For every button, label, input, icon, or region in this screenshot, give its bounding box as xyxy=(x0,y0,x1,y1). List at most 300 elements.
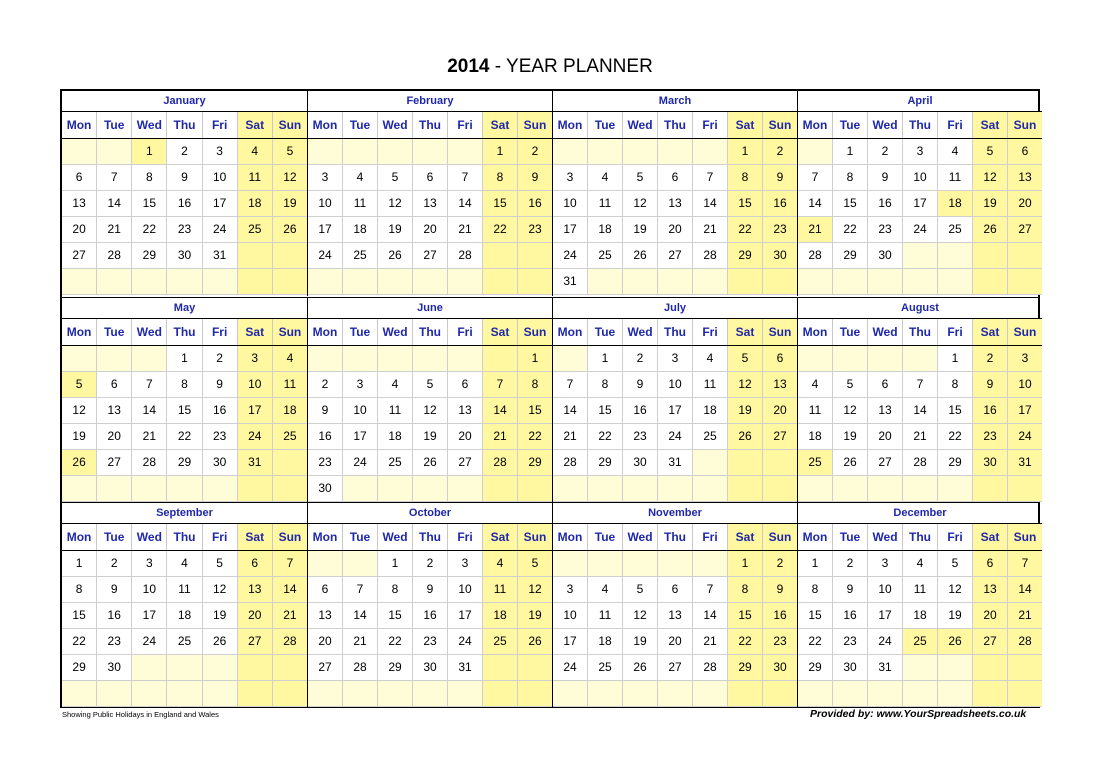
empty-day-cell xyxy=(727,681,762,707)
week-row xyxy=(308,139,552,165)
empty-day-cell xyxy=(762,476,797,502)
week-row xyxy=(308,577,552,603)
day-header: Sun xyxy=(1007,319,1042,345)
day-cell: 13 xyxy=(96,398,131,424)
day-cell: 3 xyxy=(447,551,482,577)
day-cell: 20 xyxy=(308,629,342,655)
empty-day-cell xyxy=(308,681,342,707)
empty-day-cell xyxy=(166,655,201,681)
day-cell: 1 xyxy=(517,346,552,372)
empty-day-cell xyxy=(553,551,587,577)
day-cell: 14 xyxy=(692,191,727,217)
day-cell: 25 xyxy=(272,424,307,450)
week-row xyxy=(798,577,1042,603)
empty-day-cell xyxy=(237,655,272,681)
week-row xyxy=(553,217,797,243)
day-cell: 19 xyxy=(412,424,447,450)
empty-day-cell xyxy=(272,269,307,295)
day-header: Sat xyxy=(972,319,1007,345)
empty-day-cell xyxy=(902,476,937,502)
day-header: Mon xyxy=(312,118,338,132)
empty-day-cell xyxy=(692,139,727,165)
day-header-row xyxy=(62,319,307,346)
day-cell: 4 xyxy=(482,551,517,577)
day-cell: 4 xyxy=(587,165,622,191)
week-row xyxy=(798,655,1042,681)
week-row xyxy=(798,139,1042,165)
day-header: Thu xyxy=(902,112,937,138)
empty-day-cell xyxy=(377,139,412,165)
week-row xyxy=(798,681,1042,707)
day-header-row xyxy=(553,524,797,551)
day-header-row xyxy=(798,319,1042,346)
day-cell: 31 xyxy=(553,269,587,295)
empty-day-cell xyxy=(96,681,131,707)
empty-day-cell xyxy=(342,346,377,372)
day-cell: 9 xyxy=(622,372,657,398)
day-cell: 22 xyxy=(798,629,832,655)
day-cell: 20 xyxy=(657,217,692,243)
month-name: December xyxy=(798,503,1042,524)
week-row xyxy=(62,577,307,603)
day-cell: 30 xyxy=(96,655,131,681)
day-cell: 8 xyxy=(517,372,552,398)
empty-day-cell xyxy=(657,551,692,577)
day-cell: 11 xyxy=(587,603,622,629)
month-august xyxy=(797,298,1042,503)
day-cell: 25 xyxy=(587,243,622,269)
day-cell: 27 xyxy=(867,450,902,476)
day-cell: 8 xyxy=(131,165,166,191)
day-cell: 22 xyxy=(937,424,972,450)
day-cell: 6 xyxy=(657,577,692,603)
day-cell: 8 xyxy=(166,372,201,398)
day-cell: 25 xyxy=(342,243,377,269)
day-cell: 10 xyxy=(902,165,937,191)
day-cell: 14 xyxy=(272,577,307,603)
empty-day-cell xyxy=(692,269,727,295)
day-cell: 28 xyxy=(798,243,832,269)
empty-day-cell xyxy=(96,139,131,165)
day-cell: 19 xyxy=(832,424,867,450)
day-cell: 7 xyxy=(692,577,727,603)
day-cell: 15 xyxy=(587,398,622,424)
empty-day-cell xyxy=(272,476,307,502)
week-row xyxy=(308,603,552,629)
day-cell: 13 xyxy=(972,577,1007,603)
empty-day-cell xyxy=(657,476,692,502)
day-header: Fri xyxy=(692,524,727,550)
quarter-band xyxy=(62,297,1038,502)
day-cell: 18 xyxy=(342,217,377,243)
empty-day-cell xyxy=(692,450,727,476)
day-header: Sun xyxy=(762,524,797,550)
day-cell: 23 xyxy=(166,217,201,243)
day-cell: 5 xyxy=(272,139,307,165)
empty-day-cell xyxy=(377,476,412,502)
day-cell: 10 xyxy=(202,165,237,191)
week-row xyxy=(553,346,797,372)
empty-day-cell xyxy=(517,681,552,707)
day-cell: 28 xyxy=(692,243,727,269)
day-cell: 6 xyxy=(867,372,902,398)
day-cell: 5 xyxy=(517,551,552,577)
day-cell: 26 xyxy=(832,450,867,476)
day-header-row xyxy=(798,112,1042,139)
empty-day-cell xyxy=(798,269,832,295)
day-cell: 28 xyxy=(447,243,482,269)
empty-day-cell xyxy=(587,476,622,502)
day-cell: 20 xyxy=(657,629,692,655)
day-cell: 5 xyxy=(412,372,447,398)
day-cell: 21 xyxy=(1007,603,1042,629)
empty-day-cell xyxy=(727,476,762,502)
day-header-row xyxy=(798,524,1042,551)
day-cell: 6 xyxy=(1007,139,1042,165)
day-cell: 27 xyxy=(447,450,482,476)
day-cell: 23 xyxy=(762,217,797,243)
empty-day-cell xyxy=(202,655,237,681)
week-row xyxy=(798,450,1042,476)
day-cell: 20 xyxy=(96,424,131,450)
day-header: Thu xyxy=(166,319,201,345)
week-row xyxy=(798,243,1042,269)
day-header: Wed xyxy=(131,319,166,345)
empty-day-cell xyxy=(131,681,166,707)
empty-day-cell xyxy=(482,243,517,269)
day-cell: 18 xyxy=(692,398,727,424)
day-cell: 17 xyxy=(131,603,166,629)
day-cell: 8 xyxy=(727,577,762,603)
day-cell: 19 xyxy=(972,191,1007,217)
week-row xyxy=(553,681,797,707)
week-row xyxy=(62,450,307,476)
empty-day-cell xyxy=(377,681,412,707)
day-cell: 7 xyxy=(342,577,377,603)
empty-day-cell xyxy=(867,269,902,295)
day-header: Thu xyxy=(166,112,201,138)
day-cell: 16 xyxy=(762,191,797,217)
empty-day-cell xyxy=(587,139,622,165)
day-cell: 23 xyxy=(202,424,237,450)
week-row xyxy=(553,450,797,476)
day-header: Sat xyxy=(972,524,1007,550)
week-row xyxy=(553,603,797,629)
day-cell: 1 xyxy=(377,551,412,577)
empty-day-cell xyxy=(553,139,587,165)
empty-day-cell xyxy=(832,476,867,502)
month-february xyxy=(307,91,552,296)
day-cell: 11 xyxy=(272,372,307,398)
day-cell: 21 xyxy=(902,424,937,450)
day-cell: 22 xyxy=(131,217,166,243)
week-row xyxy=(308,398,552,424)
week-row xyxy=(553,629,797,655)
day-cell: 15 xyxy=(62,603,96,629)
day-cell: 27 xyxy=(62,243,96,269)
empty-day-cell xyxy=(762,450,797,476)
empty-day-cell xyxy=(237,269,272,295)
title-year: 2014 xyxy=(447,56,490,77)
day-cell: 31 xyxy=(237,450,272,476)
day-cell: 26 xyxy=(622,655,657,681)
day-cell: 27 xyxy=(1007,217,1042,243)
empty-day-cell xyxy=(131,346,166,372)
day-cell: 12 xyxy=(272,165,307,191)
day-cell: 5 xyxy=(622,577,657,603)
day-header: Fri xyxy=(692,319,727,345)
day-cell: 15 xyxy=(166,398,201,424)
day-cell: 27 xyxy=(972,629,1007,655)
day-cell: 22 xyxy=(166,424,201,450)
day-cell: 26 xyxy=(272,217,307,243)
day-cell: 10 xyxy=(867,577,902,603)
day-cell: 20 xyxy=(972,603,1007,629)
month-name: May xyxy=(62,298,307,319)
day-cell: 22 xyxy=(587,424,622,450)
week-row xyxy=(62,476,307,502)
day-cell: 29 xyxy=(62,655,96,681)
week-row xyxy=(553,398,797,424)
day-header: Wed xyxy=(131,112,166,138)
week-row xyxy=(553,372,797,398)
month-name: October xyxy=(308,503,552,524)
empty-day-cell xyxy=(622,476,657,502)
week-row xyxy=(62,629,307,655)
day-cell: 13 xyxy=(447,398,482,424)
empty-day-cell xyxy=(937,655,972,681)
month-may xyxy=(62,298,307,503)
day-cell: 19 xyxy=(727,398,762,424)
empty-day-cell xyxy=(1007,269,1042,295)
empty-day-cell xyxy=(727,269,762,295)
day-cell: 9 xyxy=(202,372,237,398)
month-march xyxy=(552,91,797,296)
day-cell: 31 xyxy=(447,655,482,681)
day-cell: 11 xyxy=(692,372,727,398)
week-row xyxy=(308,346,552,372)
week-row xyxy=(798,372,1042,398)
year-calendar-grid xyxy=(60,89,1040,708)
empty-day-cell xyxy=(622,269,657,295)
day-cell: 24 xyxy=(342,450,377,476)
day-cell: 16 xyxy=(762,603,797,629)
day-header: Wed xyxy=(377,524,412,550)
day-cell: 18 xyxy=(587,217,622,243)
day-cell: 11 xyxy=(482,577,517,603)
day-cell: 2 xyxy=(762,139,797,165)
day-cell: 21 xyxy=(798,217,832,243)
day-cell: 20 xyxy=(237,603,272,629)
day-cell: 25 xyxy=(587,655,622,681)
day-cell: 17 xyxy=(657,398,692,424)
day-cell: 9 xyxy=(762,577,797,603)
empty-day-cell xyxy=(972,681,1007,707)
day-cell: 19 xyxy=(622,629,657,655)
day-cell: 15 xyxy=(377,603,412,629)
week-row xyxy=(308,450,552,476)
day-cell: 24 xyxy=(902,217,937,243)
day-cell: 8 xyxy=(482,165,517,191)
day-cell: 25 xyxy=(482,629,517,655)
day-cell: 21 xyxy=(342,629,377,655)
day-header: Sat xyxy=(482,112,517,138)
day-cell: 24 xyxy=(867,629,902,655)
day-cell: 30 xyxy=(832,655,867,681)
day-cell: 11 xyxy=(237,165,272,191)
day-cell: 3 xyxy=(1007,346,1042,372)
day-cell: 23 xyxy=(867,217,902,243)
day-cell: 3 xyxy=(902,139,937,165)
day-cell: 25 xyxy=(237,217,272,243)
day-header: Wed xyxy=(867,319,902,345)
day-cell: 12 xyxy=(62,398,96,424)
empty-day-cell xyxy=(96,269,131,295)
day-header: Tue xyxy=(587,112,622,138)
day-cell: 29 xyxy=(832,243,867,269)
day-cell: 16 xyxy=(517,191,552,217)
day-header: Mon xyxy=(557,530,583,544)
empty-day-cell xyxy=(166,681,201,707)
day-cell: 30 xyxy=(308,476,342,502)
day-header: Fri xyxy=(447,524,482,550)
day-cell: 2 xyxy=(867,139,902,165)
day-cell: 30 xyxy=(202,450,237,476)
day-header: Sun xyxy=(517,524,552,550)
day-header: Thu xyxy=(412,112,447,138)
empty-day-cell xyxy=(553,476,587,502)
day-header: Sun xyxy=(762,112,797,138)
day-cell: 7 xyxy=(553,372,587,398)
day-cell: 4 xyxy=(342,165,377,191)
month-name: March xyxy=(553,91,797,112)
empty-day-cell xyxy=(237,476,272,502)
empty-day-cell xyxy=(937,476,972,502)
day-cell: 8 xyxy=(832,165,867,191)
week-row xyxy=(308,217,552,243)
week-row xyxy=(553,243,797,269)
day-cell: 13 xyxy=(308,603,342,629)
month-april xyxy=(797,91,1042,296)
day-cell: 20 xyxy=(447,424,482,450)
day-cell: 2 xyxy=(308,372,342,398)
empty-day-cell xyxy=(517,243,552,269)
month-december xyxy=(797,503,1042,708)
week-row xyxy=(798,217,1042,243)
day-cell: 4 xyxy=(272,346,307,372)
empty-day-cell xyxy=(622,681,657,707)
empty-day-cell xyxy=(972,243,1007,269)
day-cell: 21 xyxy=(692,217,727,243)
day-cell: 24 xyxy=(447,629,482,655)
day-cell: 2 xyxy=(166,139,201,165)
day-cell: 10 xyxy=(553,191,587,217)
day-header: Tue xyxy=(96,112,131,138)
day-header: Mon xyxy=(557,325,583,339)
empty-day-cell xyxy=(412,139,447,165)
day-cell: 16 xyxy=(96,603,131,629)
day-cell: 18 xyxy=(902,603,937,629)
week-row xyxy=(62,551,307,577)
week-row xyxy=(308,476,552,502)
day-cell: 13 xyxy=(867,398,902,424)
day-cell: 16 xyxy=(832,603,867,629)
day-cell: 10 xyxy=(447,577,482,603)
day-cell: 13 xyxy=(657,191,692,217)
week-row xyxy=(798,603,1042,629)
day-cell: 9 xyxy=(308,398,342,424)
day-cell: 1 xyxy=(482,139,517,165)
day-cell: 22 xyxy=(62,629,96,655)
month-september xyxy=(62,503,307,708)
day-cell: 24 xyxy=(1007,424,1042,450)
empty-day-cell xyxy=(447,681,482,707)
day-header: Thu xyxy=(657,112,692,138)
day-cell: 15 xyxy=(727,603,762,629)
week-row xyxy=(308,655,552,681)
day-header: Wed xyxy=(377,319,412,345)
empty-day-cell xyxy=(972,655,1007,681)
empty-day-cell xyxy=(342,269,377,295)
day-header: Fri xyxy=(937,112,972,138)
day-cell: 28 xyxy=(272,629,307,655)
empty-day-cell xyxy=(798,476,832,502)
empty-day-cell xyxy=(972,269,1007,295)
day-cell: 7 xyxy=(447,165,482,191)
day-cell: 23 xyxy=(972,424,1007,450)
day-cell: 21 xyxy=(692,629,727,655)
day-cell: 3 xyxy=(867,551,902,577)
day-cell: 9 xyxy=(96,577,131,603)
empty-day-cell xyxy=(657,269,692,295)
day-cell: 16 xyxy=(412,603,447,629)
empty-day-cell xyxy=(762,269,797,295)
day-cell: 27 xyxy=(412,243,447,269)
empty-day-cell xyxy=(237,243,272,269)
month-october xyxy=(307,503,552,708)
empty-day-cell xyxy=(832,269,867,295)
week-row xyxy=(553,577,797,603)
week-row xyxy=(553,551,797,577)
day-cell: 24 xyxy=(237,424,272,450)
empty-day-cell xyxy=(622,139,657,165)
day-cell: 25 xyxy=(377,450,412,476)
day-header: Sat xyxy=(482,524,517,550)
day-cell: 17 xyxy=(447,603,482,629)
empty-day-cell xyxy=(412,269,447,295)
day-cell: 5 xyxy=(202,551,237,577)
day-cell: 6 xyxy=(237,551,272,577)
week-row xyxy=(798,476,1042,502)
day-cell: 2 xyxy=(832,551,867,577)
empty-day-cell xyxy=(447,139,482,165)
day-cell: 30 xyxy=(622,450,657,476)
day-cell: 17 xyxy=(867,603,902,629)
empty-day-cell xyxy=(622,551,657,577)
empty-day-cell xyxy=(867,476,902,502)
day-cell: 22 xyxy=(517,424,552,450)
day-cell: 7 xyxy=(482,372,517,398)
day-cell: 11 xyxy=(902,577,937,603)
empty-day-cell xyxy=(237,681,272,707)
day-header: Wed xyxy=(377,112,412,138)
day-cell: 3 xyxy=(308,165,342,191)
week-row xyxy=(798,191,1042,217)
empty-day-cell xyxy=(867,681,902,707)
day-header: Mon xyxy=(312,325,338,339)
day-cell: 18 xyxy=(272,398,307,424)
day-header: Sun xyxy=(1007,112,1042,138)
